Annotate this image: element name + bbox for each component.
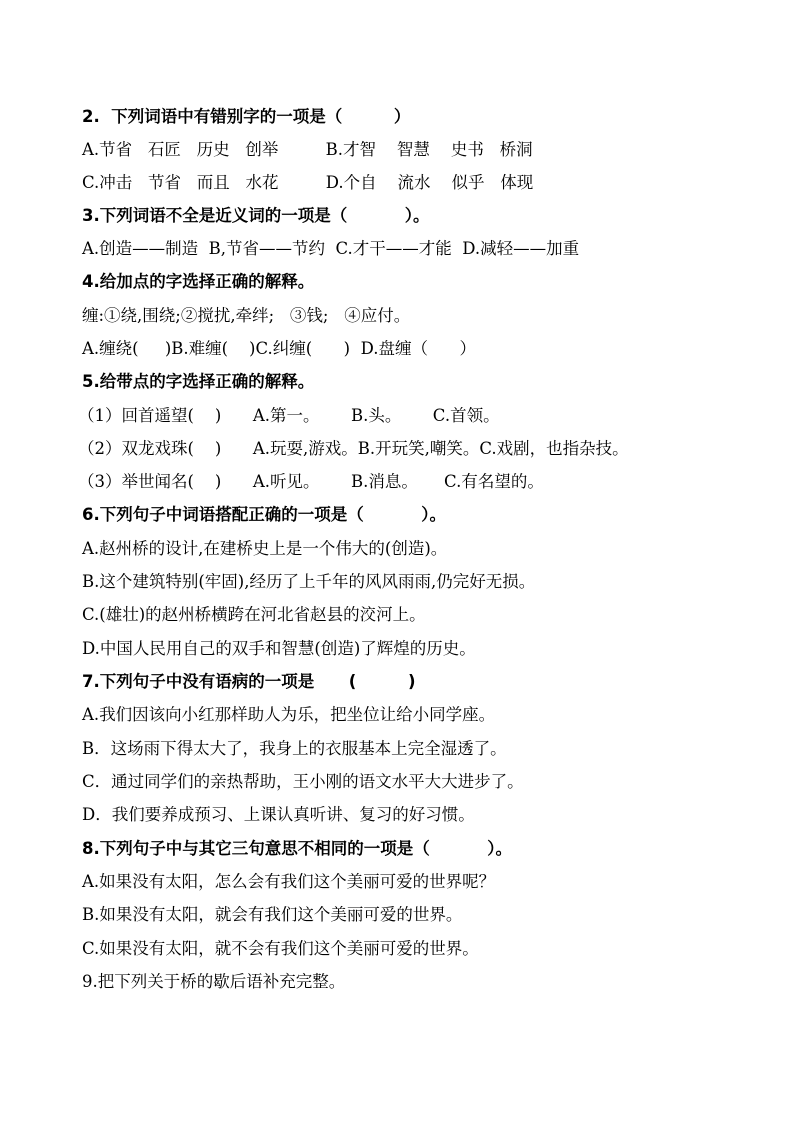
- question-2-options-row-2: C.冲击 节省 而且 水花 D.个自 流水 似乎 体现: [82, 173, 534, 192]
- question-8-option-a: A.如果没有太阳，怎么会有我们这个美丽可爱的世界呢？: [82, 872, 496, 891]
- question-5-item: （1）回首遥望( ) A.第一。 B.头。 C.首领。: [78, 406, 500, 425]
- question-5-item: （2）双龙戏珠( ) A.玩耍,游戏。B.开玩笑,嘲笑。C.戏剧，也指杂技。: [78, 439, 629, 458]
- question-2-options-row-1: A.节省 石匠 历史 创举 B.才智 智慧 史书 桥洞: [82, 140, 533, 159]
- question-4-options: A.缠绕( )B.难缠( )C.纠缠( ) D.盘缠（ ）: [82, 339, 476, 358]
- question-5-stem: 5.给带点的字选择正确的解释。: [82, 372, 315, 391]
- question-7-stem: 7.下列句子中没有语病的一项是 ( ): [82, 672, 416, 691]
- question-7-option-a: A.我们因该向小红那样助人为乐，把坐位让给小同学座。: [82, 705, 496, 724]
- question-6-option-d: D.中国人民用自己的双手和智慧(创造)了辉煌的历史。: [82, 639, 476, 658]
- question-4-definition: 缠:①绕,围绕;②搅扰,牵绊; ③钱; ④应付。: [82, 306, 411, 325]
- question-7-option-b: B．这场雨下得太大了，我身上的衣服基本上完全湿透了。: [82, 739, 507, 758]
- question-7-option-d: D．我们要养成预习、上课认真听讲、复习的好习惯。: [82, 805, 475, 824]
- question-9-stem: 9.把下列关于桥的歇后语补充完整。: [82, 972, 346, 991]
- question-3-stem: 3.下列词语不全是近义词的一项是（ ）。: [82, 206, 430, 225]
- question-2-stem: 2. 下列词语中有错别字的一项是（ ）: [82, 107, 411, 126]
- question-4-stem: 4.给加点的字选择正确的解释。: [82, 272, 315, 291]
- question-3-options: A.创造——制造 B,节省——节约 C.才干——才能 D.减轻——加重: [82, 239, 580, 258]
- question-8-option-c: C.如果没有太阳，就不会有我们这个美丽可爱的世界。: [82, 939, 479, 958]
- question-6-stem: 6.下列句子中词语搭配正确的一项是（ ）。: [82, 505, 446, 524]
- question-6-option-b: B.这个建筑特别(牢固),经历了上千年的风风雨雨,仍完好无损。: [82, 572, 536, 591]
- question-6-option-a: A.赵州桥的设计,在建桥史上是一个伟大的(创造)。: [82, 539, 448, 558]
- question-7-option-c: C．通过同学们的亲热帮助，王小刚的语文水平大大进步了。: [82, 772, 524, 791]
- question-5-item: （3）举世闻名( ) A.听见。 B.消息。 C.有名望的。: [78, 472, 544, 491]
- question-8-option-b: B.如果没有太阳，就会有我们这个美丽可爱的世界。: [82, 905, 463, 924]
- question-6-option-c: C.(雄壮)的赵州桥横跨在河北省赵县的洨河上。: [82, 605, 426, 624]
- question-8-stem: 8.下列句子中与其它三句意思不相同的一项是（ ）。: [82, 839, 512, 858]
